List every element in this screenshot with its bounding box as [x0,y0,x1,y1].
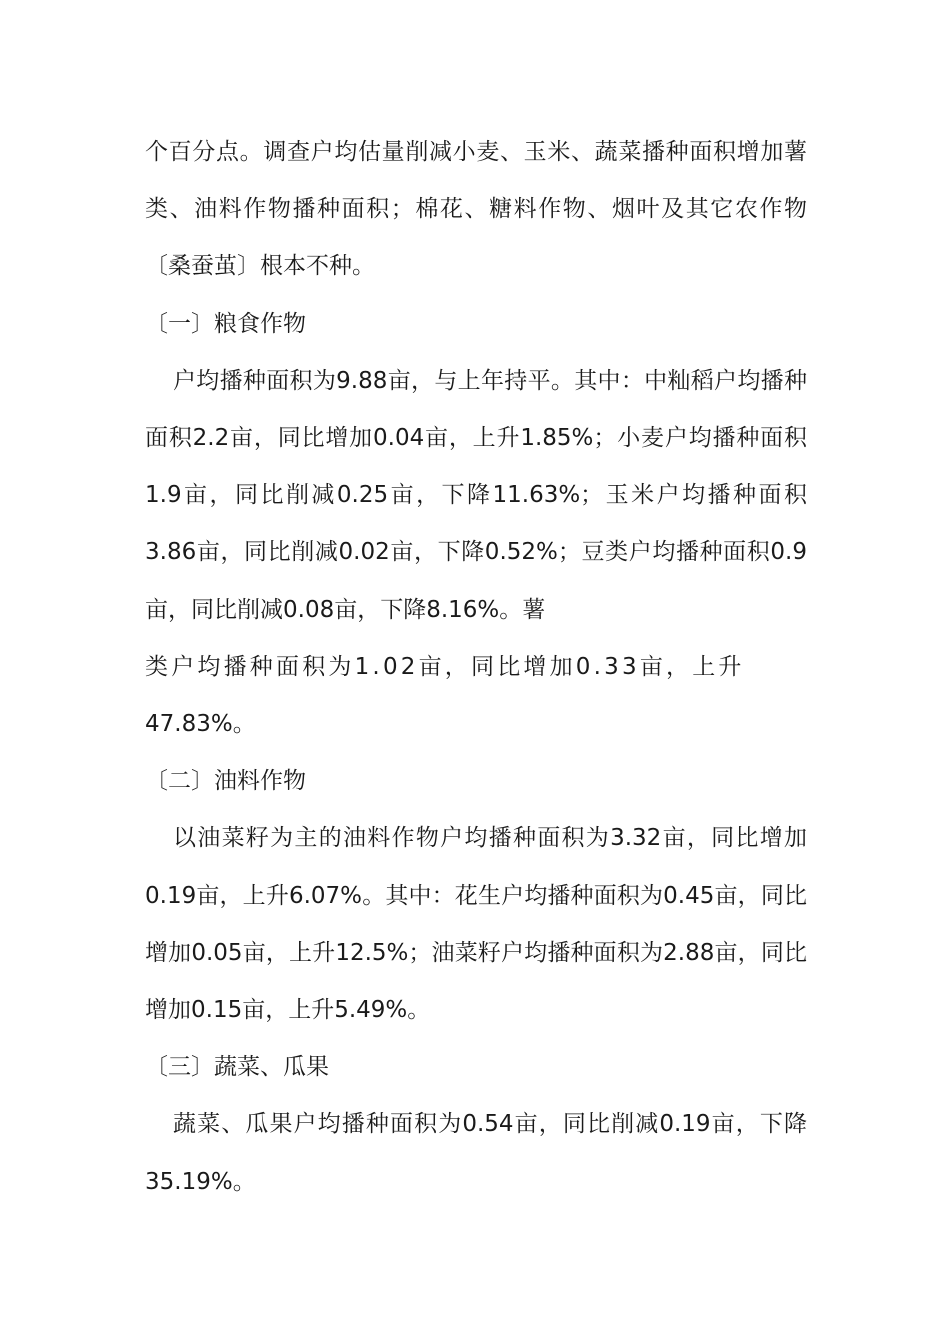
section-heading-oil: 〔二〕油料作物 [145,768,306,795]
grain-paragraph-end: 47.83%。 [145,711,256,738]
oil-paragraph: 以油菜籽为主的油料作物户均播种面积为3.32亩，同比增加0.19亩，上升6.07%。其中：花生户均播种面积为0.45亩，同比增加0.05亩，上升12.5%；油菜籽户均播种面积为2.88亩，同比增加0.15亩，上升5.49%。 [145,825,807,1024]
intro-paragraph: 个百分点。调查户均估量削减小麦、玉米、蔬菜播种面积增加薯类、油料作物播种面积；棉花、糖料作物、烟叶及其它农作物〔桑蚕茧〕根本不种。 [145,139,807,280]
grain-paragraph-tuber-line: 类户均播种面积为1.02亩，同比增加0.33亩，上升 [145,653,745,680]
grain-paragraph: 户均播种面积为9.88亩，与上年持平。其中：中籼稻户均播种面积2.2亩，同比增加0.04亩，上升1.85%；小麦户均播种面积1.9亩，同比削减0.25亩，下降11.63%；玉米户均播种面积3.86亩，同比削减0.02亩，下降0.52%；豆类户均播种面积0.9亩，同比削减0.08亩，下降8.16%。薯 [145,367,807,623]
section-heading-vegetables: 〔三〕蔬菜、瓜果 [145,1054,329,1081]
vegetables-paragraph: 蔬菜、瓜果户均播种面积为0.54亩，同比削减0.19亩，下降35.19%。 [145,1111,807,1195]
document-body [145,124,807,1211]
section-heading-grain: 〔一〕粮食作物 [145,310,306,337]
